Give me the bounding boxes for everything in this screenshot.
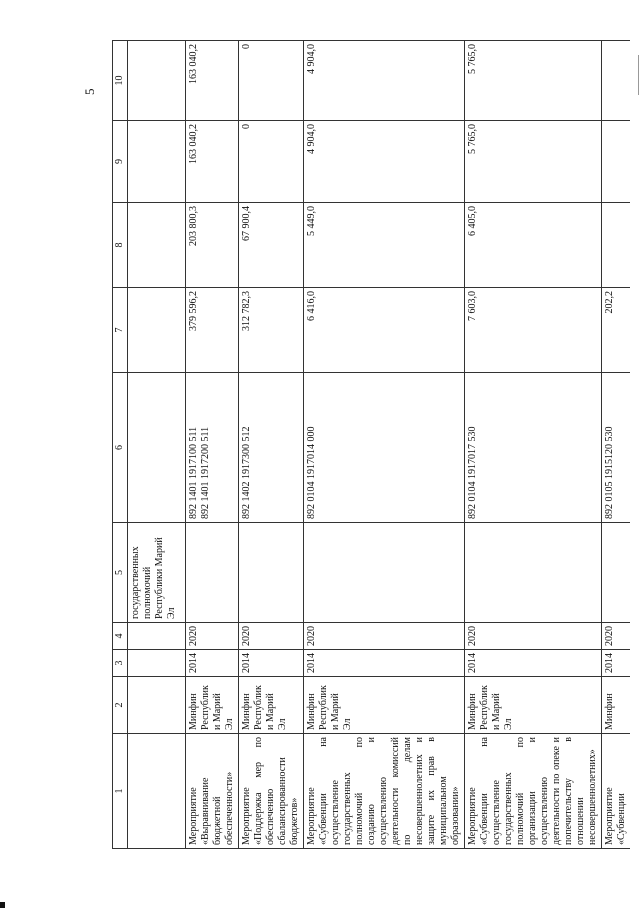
table-row: Мероприятие «Субвенции на осуществление государственных полномочий по организации и осуществлению деятельности по опеке и попечительству в отношении несовершеннолетних» Минфин Республики Марий Эл 2014 2020 892 0104 1917017 530 7 603,0 6 405,0 5 765,0 5 765,0 [465,41,602,849]
continuation-text: государственных полномочий Республики Марий Эл [128,523,186,623]
continuation-row [128,41,186,849]
table-header-row [113,41,128,849]
header-cell: 4 [113,623,128,650]
header-cell: 10 [113,41,128,121]
scan-artifact [638,55,639,95]
header-cell: 7 [113,288,128,373]
header-cell: 8 [113,203,128,288]
header-cell: 2 [113,677,128,734]
table-row: Мероприятие «Поддержка мер по обеспечению сбалансированности бюджетов» Минфин Республики Марий Эл 2014 2020 892 1402 1917300 512 312 782,3 67 900,4 0 0 [239,41,304,849]
header-cell: 6 [113,373,128,523]
scan-mark [0,902,5,908]
header-cell: 5 [113,523,128,623]
table-row: Мероприятие «Выравнивание бюджетной обеспеченности» Минфин Республики Марий Эл 2014 2020 892 1401 1917100 511 892 1401 1917200 511 379 596,2 203 800,3 163 040,2 163 040,2 [186,41,239,849]
table-row: Мероприятие «Субвенции Минфин 2014 2020 892 0105 1915120 530 202,2 [602,41,631,849]
table-row: Мероприятие «Субвенции на осуществление государственных полномочий по созданию и осуществлению деятельности комиссий по делам несовершеннолетних и защите их прав в муниципальном образовании» Минфин Республики Марий Эл 2014 2020 892 0104 1917014 000 6 416,0 5 449,0 4 904,0 4 904,0 [304,41,465,849]
header-cell: 9 [113,121,128,203]
budget-table [112,40,630,849]
header-cell: 3 [113,650,128,677]
page-number: 5 [82,88,97,95]
header-cell: 1 [113,734,128,849]
